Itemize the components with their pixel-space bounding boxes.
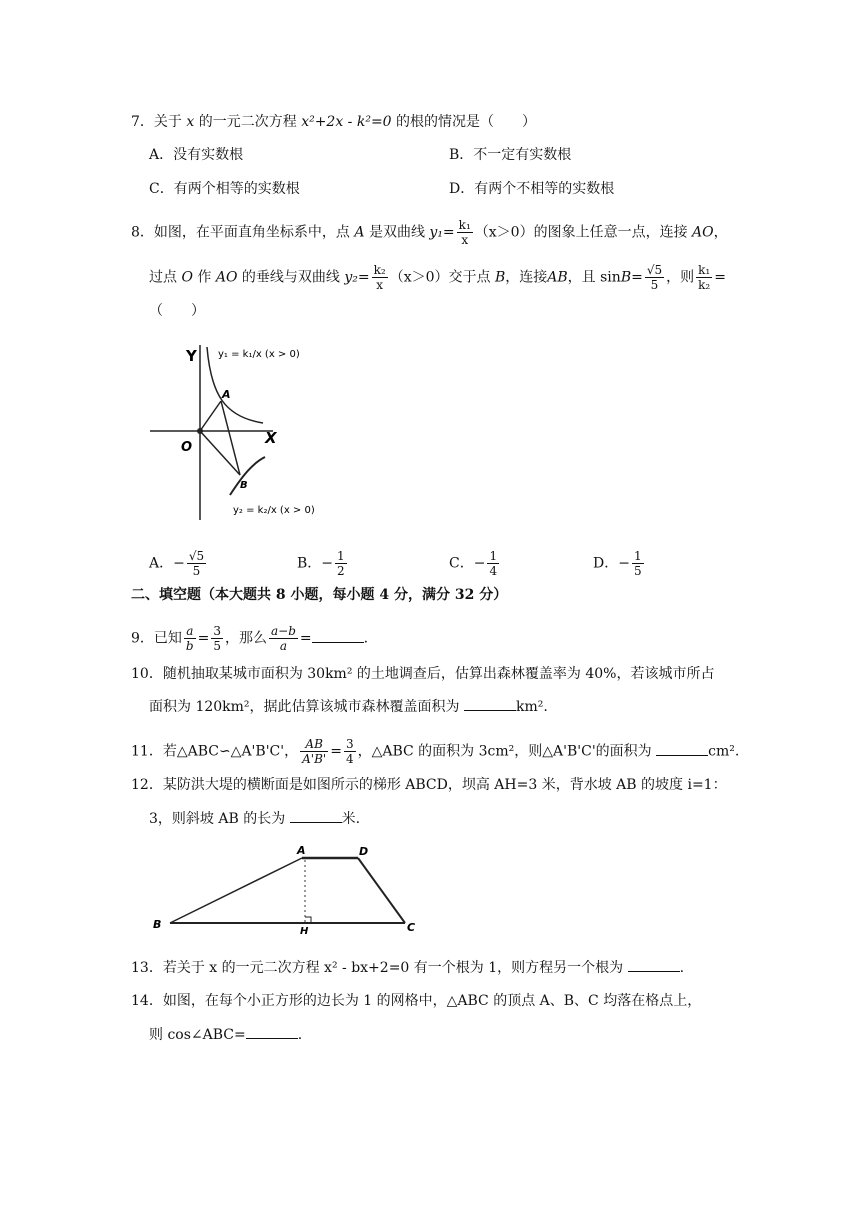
q14-answer-blank[interactable] (246, 1026, 298, 1039)
q7-text-end: 的根的情况是（ ） (396, 114, 537, 130)
origin-label: O (181, 440, 193, 455)
q14-line1: 14．如图，在每个小正方形的边长为 1 的网格中，△ABC 的顶点 A、B、C 均落在格点上， (131, 993, 702, 1009)
q7-text-mid: 的一元二次方程 (198, 114, 297, 130)
q7-option-b: B．不一定有实数根 (449, 147, 572, 163)
q8-frac-sqrt5: $\frac{√5}{5}$ (646, 263, 663, 292)
q8-eq: = (714, 269, 726, 286)
q13: 13．若关于 x 的一元二次方程 x² - bx+2=0 有一个根为 1，则方程另一个根为 . (131, 960, 685, 976)
q10-answer-blank[interactable] (464, 698, 516, 711)
q8-y2: y₂= (344, 269, 370, 286)
q11-answer-blank[interactable] (656, 743, 708, 756)
q8-text: 是双曲线 (368, 224, 425, 241)
label-a: A (297, 844, 306, 857)
q7-stem (131, 112, 536, 132)
section-heading: 二、填空题（本大题共 8 小题，每小题 4 分，满分 32 分） (131, 587, 508, 603)
q8-ao: AO (692, 224, 714, 241)
q8-text: ，且 sin (567, 269, 621, 286)
y1-formula-label: y₁ = k₁/x (x > 0) (218, 349, 300, 360)
q8-text: ，则 (666, 269, 695, 286)
q8-frac-k1k2: $\frac{\text{k₁}}{\text{k₂}}$ (698, 263, 711, 292)
point-b-label: B (240, 480, 248, 491)
q10-line2: 面积为 120km²，据此估算该城市森林覆盖面积为 km². (149, 699, 548, 715)
q8-ao: AO (215, 269, 238, 286)
q9-answer-blank[interactable] (312, 630, 364, 643)
q12-trapezoid-figure (148, 840, 428, 935)
q8-text: （x＞0）的图象上任意一点，连接 (474, 224, 688, 241)
q12-line2: 3，则斜坡 AB 的长为 米. (149, 811, 361, 827)
point-a-label: A (222, 388, 231, 401)
q8-ab: AB (547, 269, 568, 286)
q7-option-d: D．有两个不相等的实数根 (449, 181, 615, 197)
q8-eq: = (631, 269, 643, 286)
q8-line1: 8．如图，在平面直角坐标系中，点 A 是双曲线 y₁= $\frac{\text{k₁}}{x}$ （x＞0）的图象上任意一点，连接 AO， (131, 218, 728, 247)
q8-text: ，连接 (505, 269, 548, 286)
label-c: C (407, 921, 416, 934)
q8-y1: y₁= (429, 224, 455, 241)
q8-answer-paren: （ ） (149, 303, 205, 319)
q10-line1: 10．随机抽取某城市面积为 30km² 的土地调查后，估算出森林覆盖率为 40%，若该城市所占 (131, 666, 715, 682)
q8-option-b: B．− $\frac{1}{2}$ (297, 549, 345, 578)
q8-text: 作 (197, 269, 212, 286)
q9: 9．已知 $\frac{a}{b}$ = $\frac{3}{5}$ ，那么 $\frac{a-b}{a}$ = . (131, 624, 369, 653)
q7-option-c: C．有两个相等的实数根 (149, 181, 300, 197)
q14-line2: 则 cos∠ABC= . (149, 1027, 303, 1043)
q8-frac-k2x: $\frac{\text{k₂}}{x}$ (373, 263, 386, 292)
q8-text: 的垂线与双曲线 (241, 269, 340, 286)
y2-formula-label: y₂ = k₂/x (x > 0) (233, 505, 315, 516)
side-ab (170, 858, 302, 923)
q8-frac-k1x: $\frac{\text{k₁}}{x}$ (458, 218, 471, 247)
q7-text: 7．关于 (131, 114, 182, 130)
label-b: B (153, 918, 162, 931)
q8-option-a: A．− $\frac{√5}{5}$ (149, 549, 205, 578)
q8-text: 8．如图，在平面直角坐标系中，点 (131, 224, 350, 241)
q8-option-d: D．− $\frac{1}{5}$ (593, 549, 642, 578)
q8-text: 过点 (149, 269, 177, 286)
y-axis-label: Y (186, 347, 197, 365)
q11: 11．若△ABC∽△A'B'C'， $\frac{AB}{A'B'}$ = $\frac{3}{4}$ ，△ABC 的面积为 3cm²，则△A'B'C'的面积为 cm². (131, 737, 740, 766)
side-dc (358, 858, 405, 923)
q8-b: B (620, 269, 632, 286)
q7-var: x (186, 114, 195, 130)
q12-line1: 12．某防洪大堤的横断面是如图所示的梯形 ABCD，坝高 AH=3 米，背水坡 AB 的坡度 i=1： (131, 777, 727, 793)
q13-answer-blank[interactable] (628, 959, 680, 972)
q8-b: B (494, 269, 506, 286)
segment-ao (200, 401, 221, 431)
x-axis-label: X (265, 429, 277, 447)
q7-option-a: A．没有实数根 (149, 147, 244, 163)
q8-point-a: A (354, 224, 365, 241)
q8-o: O (181, 269, 193, 286)
label-h: H (300, 926, 309, 935)
q8-hyperbola-figure (145, 335, 330, 530)
q8-text: （x＞0）交于点 (389, 269, 491, 286)
label-d: D (359, 845, 369, 858)
q7-equation: x²+2x - k²=0 (301, 114, 392, 130)
q8-option-c: C．− $\frac{1}{4}$ (449, 549, 498, 578)
origin-point (197, 428, 203, 434)
q8-line2 (149, 263, 726, 292)
q12-answer-blank[interactable] (290, 810, 342, 823)
